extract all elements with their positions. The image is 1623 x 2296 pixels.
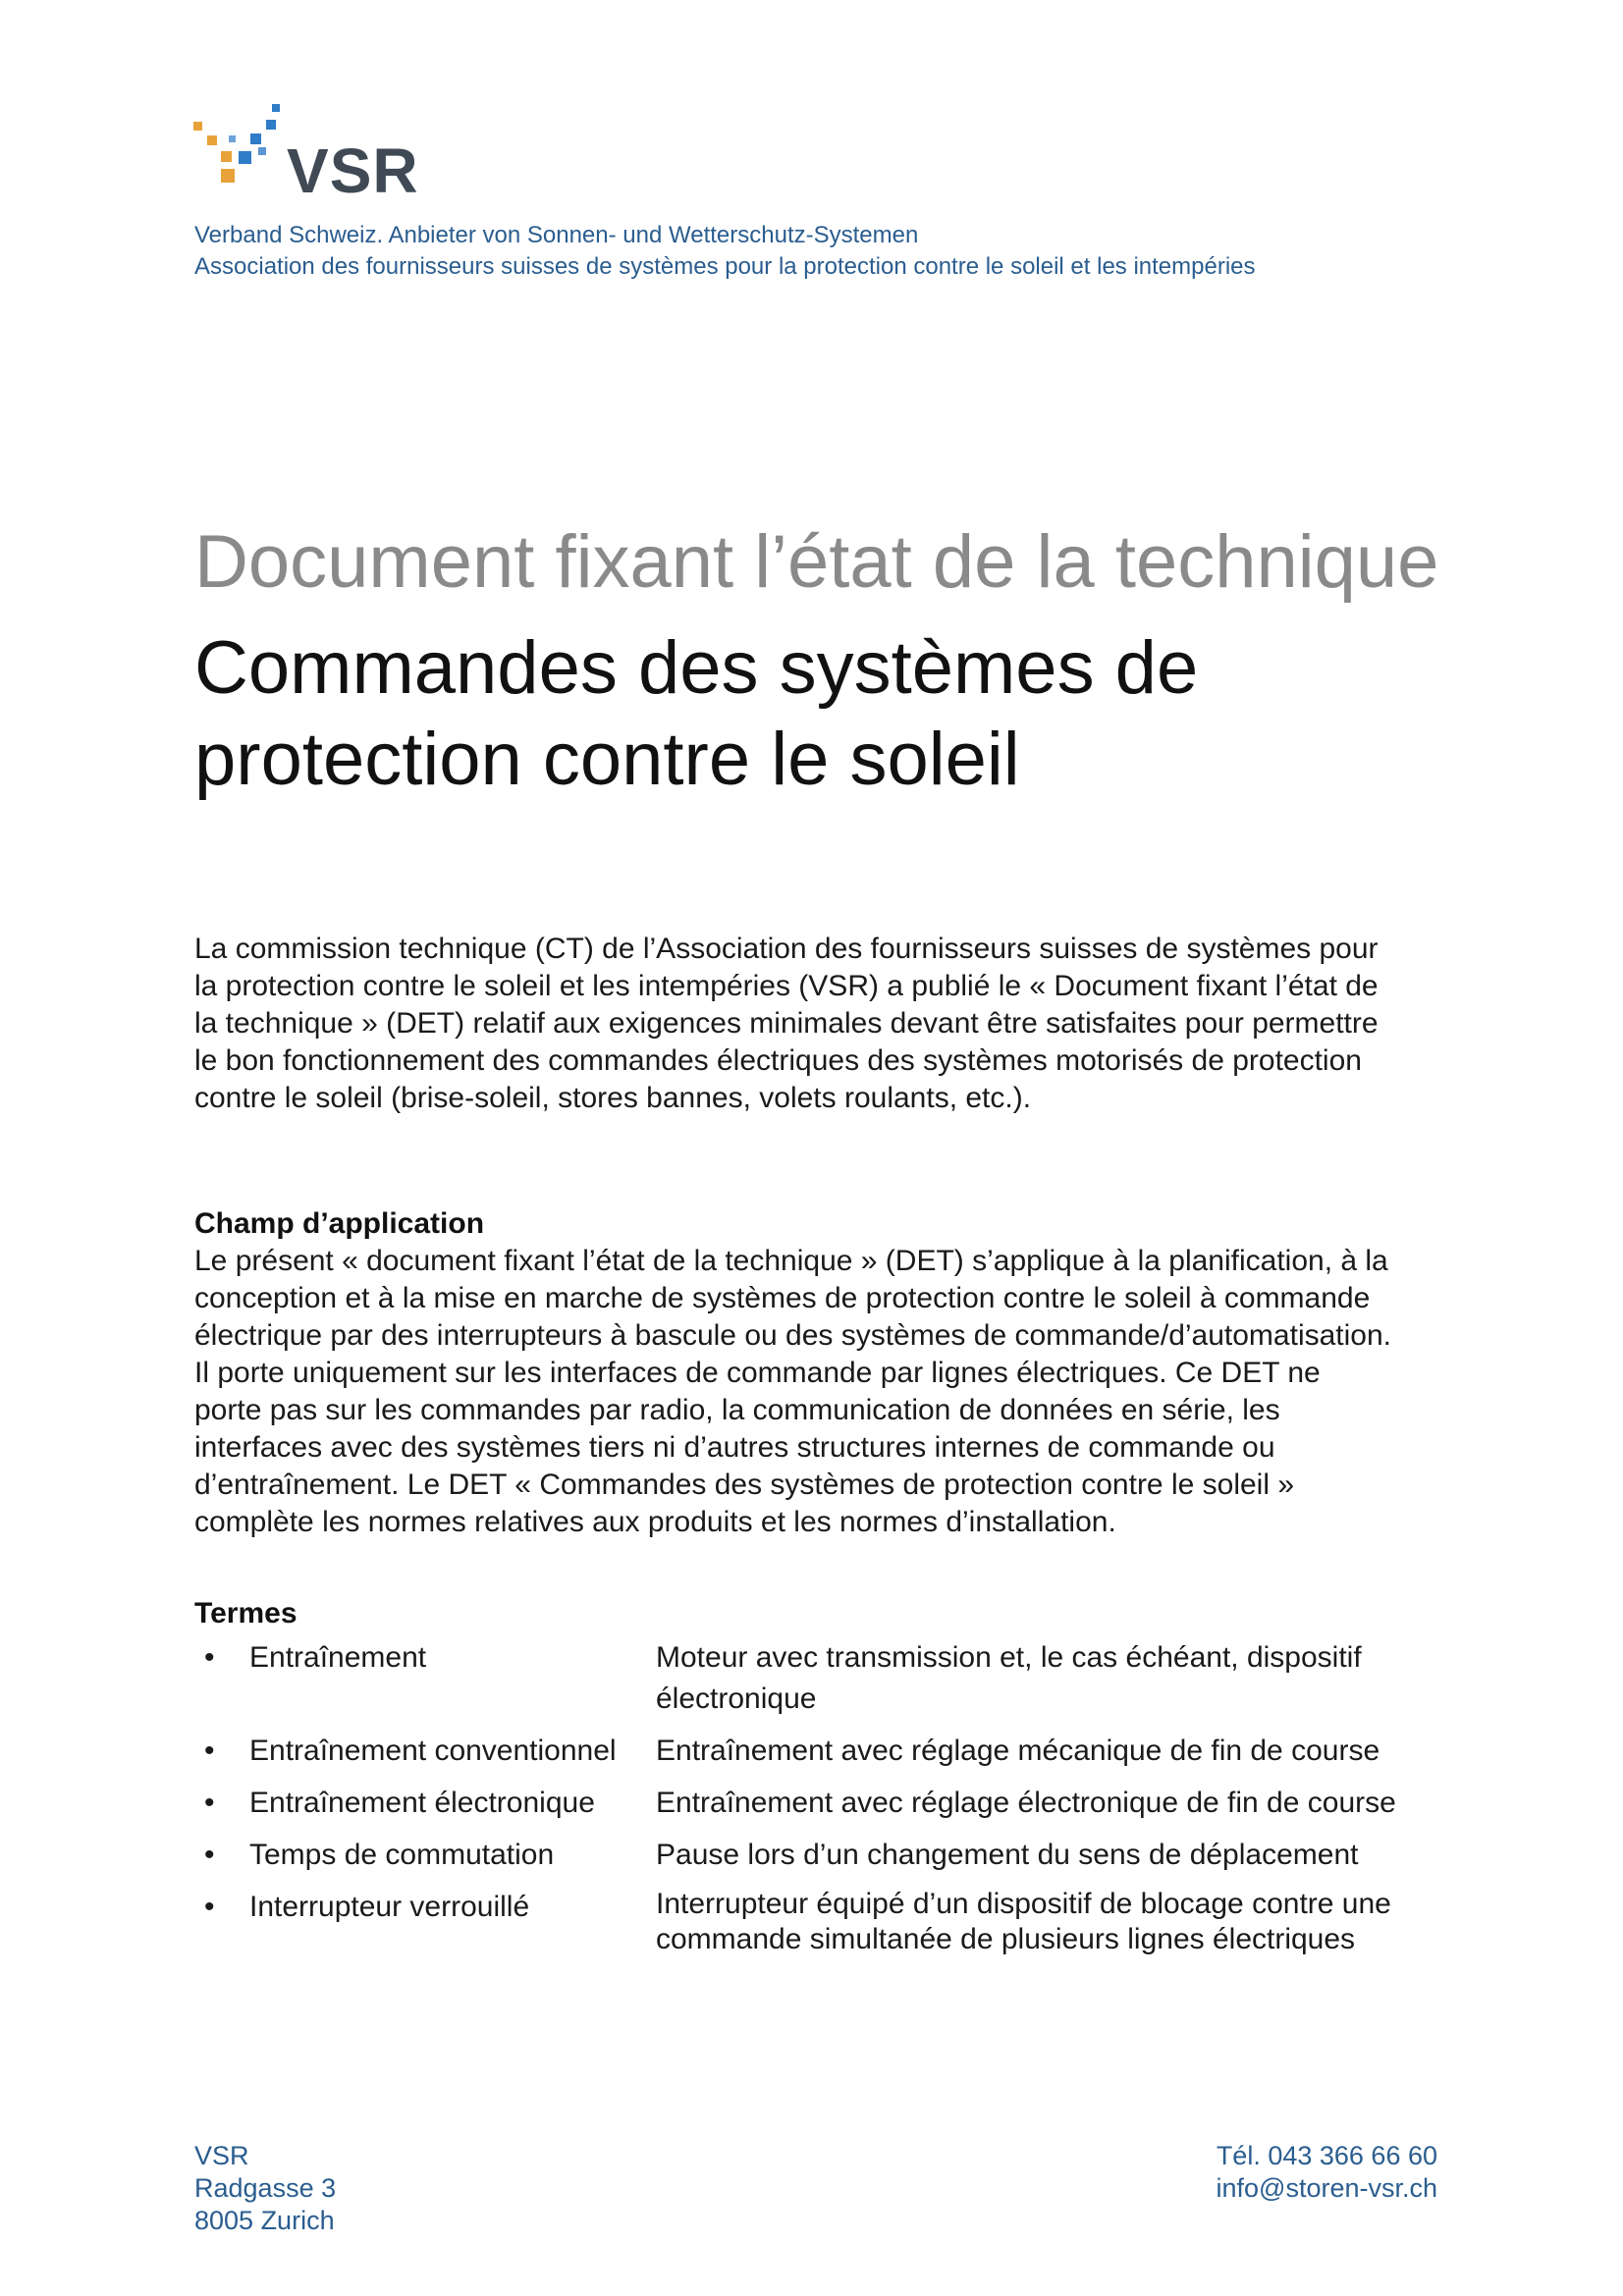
footer-street: Radgasse 3 — [194, 2173, 337, 2203]
term-item — [194, 1887, 1471, 1957]
bullet-icon: • — [204, 1641, 215, 1674]
definition-line: Moteur avec transmission et, le cas échéant, dispositif — [656, 1641, 1362, 1674]
footer-address — [194, 2140, 336, 2237]
definition-line: Pause lors d’un changement du sens de déplacement — [656, 1839, 1359, 1871]
paragraph-line: Le présent « document fixant l’état de la technique » (DET) s’applique à la planification, à la — [194, 1245, 1388, 1277]
logo-text: VSR — [287, 135, 419, 206]
paragraph-line: le bon fonctionnement des commandes électriques des systèmes motorisés de protection — [194, 1044, 1362, 1077]
org-name-french: Association des fournisseurs suisses de systèmes pour la protection contre le soleil et les intempéries — [194, 253, 1256, 280]
term-item — [194, 1731, 1471, 1772]
definition-line: Interrupteur équipé d’un dispositif de blocage contre une — [656, 1888, 1391, 1920]
term-item — [194, 1835, 1471, 1876]
org-name-german: Verband Schweiz. Anbieter von Sonnen- und Wetterschutz-Systemen — [194, 222, 919, 248]
term-name: Entraînement électronique — [249, 1787, 595, 1819]
term-item — [194, 1637, 1471, 1720]
paragraph-line: contre le soleil (brise-soleil, stores bannes, volets roulants, etc.). — [194, 1082, 1032, 1114]
page-title — [194, 622, 1471, 805]
term-definition — [656, 1887, 1471, 1957]
paragraph-line: la technique » (DET) relatif aux exigences minimales devant être satisfaites pour permettre — [194, 1007, 1379, 1040]
definition-line: électronique — [656, 1682, 817, 1715]
paragraph-line: complète les normes relatives aux produits et les normes d’installation. — [194, 1506, 1116, 1538]
title-line: Commandes des systèmes de — [194, 626, 1199, 710]
bullet-icon: • — [204, 1839, 215, 1871]
bullet-icon: • — [204, 1787, 215, 1819]
definition-line: Entraînement avec réglage électronique de fin de course — [656, 1787, 1396, 1819]
footer-org-name: VSR — [194, 2141, 249, 2170]
bullet-icon: • — [204, 1891, 215, 1923]
footer-phone: Tél. 043 366 66 60 — [1216, 2141, 1437, 2170]
term-name: Entraînement conventionnel — [249, 1735, 617, 1767]
terms-heading: Termes — [194, 1597, 298, 1629]
definition-line: Entraînement avec réglage mécanique de fin de course — [656, 1735, 1380, 1767]
bullet-icon: • — [204, 1735, 215, 1767]
definition-line: commande simultanée de plusieurs lignes électriques — [656, 1923, 1356, 1955]
term-name: Entraînement — [249, 1641, 427, 1674]
term-name: Interrupteur verrouillé — [249, 1891, 530, 1923]
paragraph-line: interfaces avec des systèmes tiers ni d’autres structures internes de commande ou — [194, 1431, 1275, 1464]
scope-heading: Champ d’application — [194, 1207, 485, 1240]
paragraph-line: La commission technique (CT) de l’Association des fournisseurs suisses de systèmes pour — [194, 933, 1379, 965]
footer-contact — [1217, 2140, 1438, 2205]
footer-city: 8005 Zurich — [194, 2206, 335, 2235]
paragraph-line: électrique par des interrupteurs à bascule ou des systèmes de commande/d’automatisation. — [194, 1319, 1391, 1352]
document-kicker: Document fixant l’état de la technique — [194, 520, 1439, 604]
term-name: Temps de commutation — [249, 1839, 555, 1871]
footer-email[interactable]: info@storen-vsr.ch — [1216, 2173, 1437, 2203]
intro-paragraph — [194, 931, 1471, 1117]
term-definition — [656, 1731, 1471, 1772]
paragraph-line: conception et à la mise en marche de systèmes de protection contre le soleil à commande — [194, 1282, 1371, 1314]
paragraph-line: la protection contre le soleil et les intempéries (VSR) a publié le « Document fixant l’état de — [194, 970, 1379, 1002]
paragraph-line: d’entraînement. Le DET « Commandes des systèmes de protection contre le soleil » — [194, 1468, 1295, 1501]
terms-list — [194, 1637, 1471, 1968]
term-definition — [656, 1783, 1471, 1824]
paragraph-line: Il porte uniquement sur les interfaces de commande par lignes électriques. Ce DET ne — [194, 1357, 1321, 1389]
term-definition — [656, 1637, 1471, 1720]
term-item — [194, 1783, 1471, 1824]
paragraph-line: porte pas sur les commandes par radio, la communication de données en série, les — [194, 1394, 1280, 1426]
term-definition — [656, 1835, 1471, 1876]
title-line: protection contre le soleil — [194, 718, 1020, 801]
scope-paragraph — [194, 1243, 1471, 1541]
